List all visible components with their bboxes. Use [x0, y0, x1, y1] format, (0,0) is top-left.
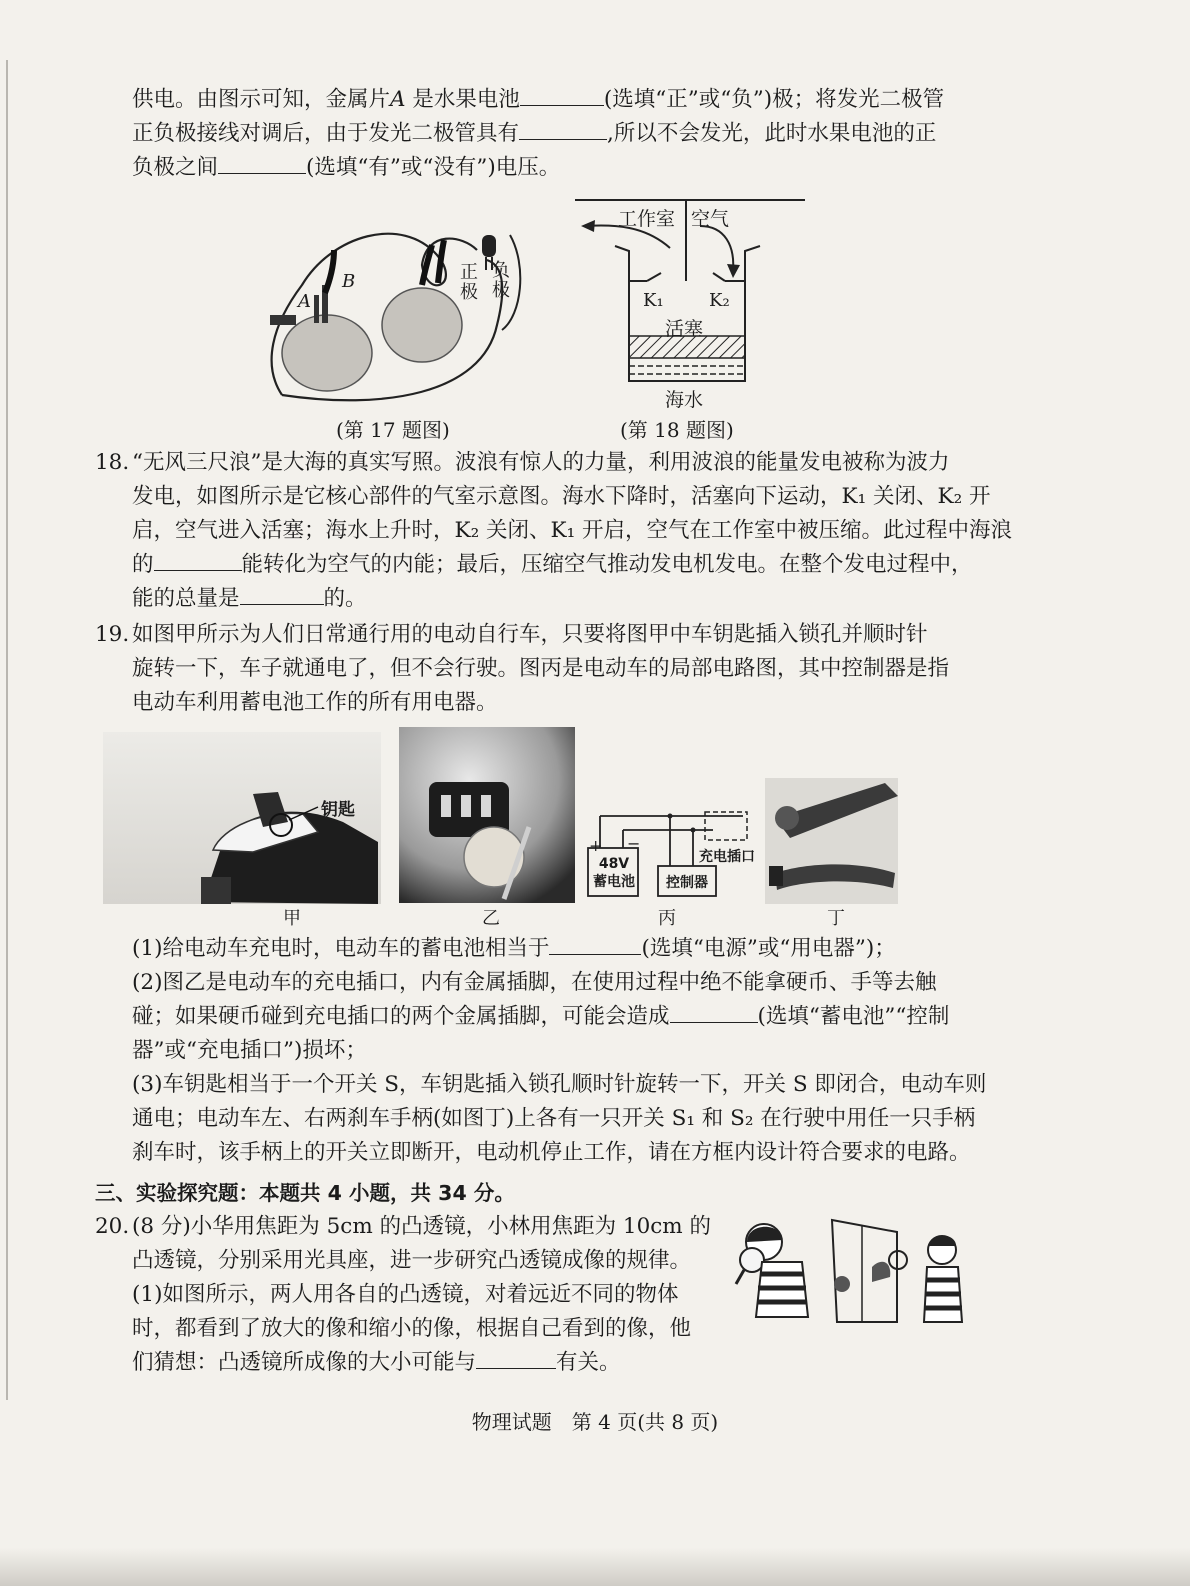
- fig17-caption: (第 17 题图): [336, 418, 450, 442]
- page-footer: 物理试题 第 4 页(共 8 页): [471, 1410, 719, 1434]
- section-heading: 三、实验探究题：本题共 4 小题，共 34 分。: [95, 1181, 515, 1205]
- ebike-photo: [103, 732, 381, 904]
- answer-blank[interactable]: [549, 932, 641, 955]
- fruit-battery-figure: A B 正极 负极: [262, 205, 532, 410]
- answer-blank[interactable]: [240, 582, 324, 605]
- charging-socket-photo: [399, 727, 575, 903]
- page-edge: [6, 60, 8, 1400]
- question-number: 18.: [95, 450, 130, 475]
- q18-text: 18. “无风三尺浪”是大海的真实写照。波浪有惊人的力量，利用波浪的能量发电被称为波力 发电，如图所示是它核心部件的气室示意图。海水下降时，活塞向下运动，K₁ 关闭、K₂ 开 启，空气进入活塞；海水上升时，K₂ 关闭、K₁ 开启，空气在工作室中被压缩。此过程中海浪 的 能转化为空气的内能；最后，压缩空气推动发电机发电。在整个发电过程中， 能的总量是 的。: [95, 446, 985, 616]
- q19-sub3: (3)车钥匙相当于一个开关 S，车钥匙插入锁孔顺时针旋转一下，开关 S 即闭合，电动车则: [132, 1072, 987, 1097]
- q20-text: 20. (8 分)小华用焦距为 5cm 的凸透镜，小林用焦距为 10cm 的 凸透镜，分别采用光具座，进一步研究凸透镜成像的规律。 (1)如图所示，两人用各自的凸透镜，对着远近不同的物体 时，都看到了放大的像和缩小的像，根据自己看到的像，他 们猜想：凸透镜所成像的大小可能与 有关。: [95, 1210, 715, 1380]
- q19-text: 19. 如图甲所示为人们日常通行用的电动自行车，只要将图甲中车钥匙插入锁孔并顺时针 旋转一下，车子就通电了，但不会行驶。图丙是电动车的局部电路图，其中控制器是指 电动车利用蓄电池工作的所有用电器。: [95, 618, 985, 720]
- q19-subquestions: (1)给电动车充电时，电动车的蓄电池相当于 (选填“电源”或“用电器”)； (2)图乙是电动车的充电插口，内有金属插脚，在使用过程中绝不能拿硬币、手等去触 碰；如果硬币碰到充电插口的两个金属插脚，可能会造成 (选填“蓄电池”“控制 器”或“充电插口”)损坏； (3)车钥匙相当于一个开关 S，车钥匙插入锁孔顺时针旋转一下，开关 S 即闭合，电动车则 通电；电动车左、右两刹车手柄(如图丁)上各有一只开关 S₁ 和 S₂ 在行驶中用任一只手柄 刹车时，该手柄上的开关立即断开，电动机停止工作，请在方框内设计符合要求的电路。: [132, 932, 982, 1170]
- key-label: 钥匙: [321, 800, 355, 820]
- q19-sub2: (2)图乙是电动车的充电插口，内有金属插脚，在使用过程中绝不能拿硬币、手等去触: [132, 970, 937, 995]
- exam-page: 供电。由图示可知，金属片A 是水果电池 (选填“正”或“负”)极；将发光二极管 正负极接线对调后，由于发光二极管具有 ,所以不会发光，此时水果电池的正 负极之间 (选填“有”或“没有”)电压。 A B 正极 负极 (第 17 题图) 工作室 空气 K₁ K₂ 活塞 海水 (第 18 题图) 18. “无风三尺浪”是大海的真实写照。波浪有惊人的力量，利用波浪的能量发电被称为波力 发电，如图所示是它核心部件的气室示意图。海水下降时，活塞向下运动，K₁ 关闭、K₂ 开 启，空气进入活塞；海水上升时，K₂ 关闭、K₁ 开启，空气在工作室中被压缩。此过程中海浪 的 能转化为空气的内能；最后，压缩空气推动发电机发电。在整个发电过程中， 能的总量是 的。 19. 如图甲所示为人们日常通行用的电动自行车，只要将图甲中车钥匙插入锁孔并顺时针 旋转一下，车子就通电了，但不会行驶。图丙是电动车的局部电路图，其中控制器是指 电动车利用蓄电池工作的所有用电器。 钥匙 甲 乙 + − 48V 蓄电池 控制器 充电插口 丙 丁 (1)给电动车充电时，电动车的蓄电池相当于 (选填“电源”或“用电器”)； (2)图乙是电动车的充电插口，内有金属插脚，在使用过程中绝不能拿硬币、手等去触 碰；如果硬币碰到充电插口的两个金属插脚，可能会造成 (选填“蓄电池”“控制 器”或“充电插口”)损坏； (3)车钥匙相当于一个开关 S，车钥匙插入锁孔顺时针旋转一下，开关 S 即闭合，电动车则 通电；电动车左、右两刹车手柄(如图丁)上各有一只开关 S₁ 和 S₂ 在行驶中用任一只手柄 刹车时，该手柄上的开关立即断开，电动机停止工作，请在方框内设计符合要求的电路。 三、实验探究题：本题共 4 小题，共 34 分。 20. (8 分)小华用焦距为 5cm 的凸透镜，小林用焦距为 10cm 的 凸透镜，分别采用光具座，进一步研究凸透镜成像的规律。 (1)如图所示，两人用各自的凸透镜，对着远近不同的物体 时，都看到了放大的像和缩小的像，根据自己看到的像，他 们猜想：凸透镜所成像的大小可能与 有关。 物理试题 第 4 页(共 8 页): [0, 0, 1190, 1586]
- q19-sub1: (1)给电动车充电时，电动车的蓄电池相当于 (选填“电源”或“用电器”)；: [132, 932, 982, 966]
- answer-blank[interactable]: [476, 1346, 556, 1369]
- brake-handle-photo: [765, 778, 898, 904]
- question-number: 19.: [95, 622, 130, 647]
- question-number: 20.: [95, 1214, 130, 1239]
- air-chamber-figure: 工作室 空气 K₁ K₂ 活塞 海水: [575, 196, 810, 396]
- q17-line-3: 负极之间 (选填“有”或“没有”)电压。: [132, 151, 982, 185]
- q17-text: [132, 83, 982, 185]
- answer-blank[interactable]: [670, 1000, 758, 1023]
- lens-kids-illustration: [722, 1212, 984, 1337]
- scan-shadow: [0, 1548, 1190, 1586]
- q17-line-2: 正负极接线对调后，由于发光二极管具有 ,所以不会发光，此时水果电池的正: [132, 117, 982, 151]
- circuit-diagram: + − 48V 蓄电池 控制器 充电插口: [585, 808, 765, 903]
- answer-blank[interactable]: [218, 151, 306, 174]
- answer-blank[interactable]: [520, 83, 604, 106]
- q17-line-1: 供电。由图示可知，金属片A 是水果电池 (选填“正”或“负”)极；将发光二极管: [132, 83, 982, 117]
- answer-blank[interactable]: [519, 117, 607, 140]
- fig18-caption: (第 18 题图): [620, 418, 734, 442]
- answer-blank[interactable]: [154, 548, 242, 571]
